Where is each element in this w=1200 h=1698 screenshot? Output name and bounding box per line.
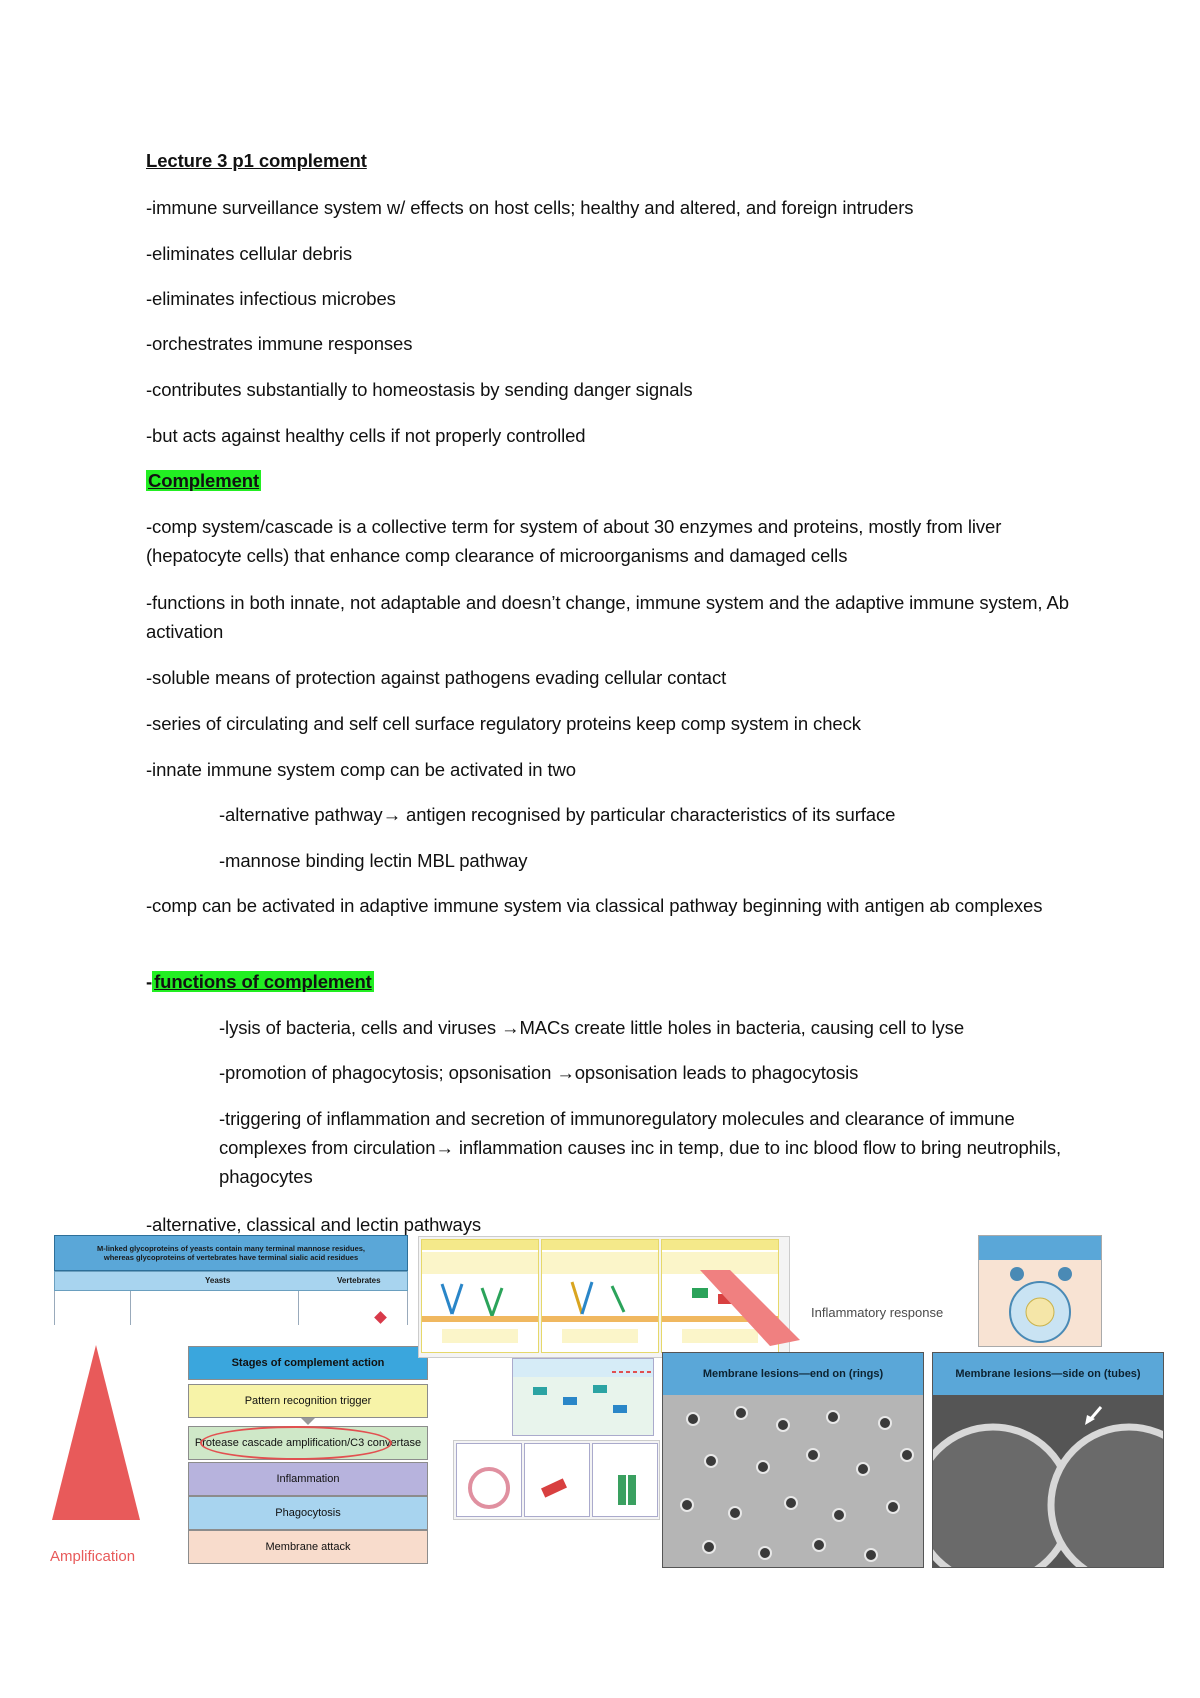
arrow-icon: → <box>501 1017 520 1038</box>
inflammatory-response-label: Inflammatory response <box>811 1305 944 1320</box>
complement-heading-text: Complement <box>148 470 260 491</box>
cell-illustration <box>979 1260 1101 1346</box>
pathway-column <box>421 1239 539 1353</box>
lecture-title: Lecture 3 p1 complement <box>146 150 367 171</box>
stage-title: Stages of complement action <box>188 1346 428 1380</box>
micrograph-rings <box>662 1352 924 1568</box>
membrane-illustration <box>532 1475 582 1511</box>
function-inflammation-detail: inflammation causes inc in temp, due to inc blood flow to bring neutrophils, phagocytes <box>219 1137 1062 1187</box>
stage-trigger: Pattern recognition trigger <box>188 1384 428 1418</box>
intro-line-6: -but acts against healthy cells if not properly controlled <box>146 425 586 446</box>
function-inflammation <box>219 1104 1079 1191</box>
intro-line-2: -eliminates cellular debris <box>146 243 353 264</box>
stage-protease-text: Protease cascade amplification/C3 convertase <box>194 1437 422 1449</box>
micrograph-tubes-title: Membrane lesions—side on (tubes) <box>933 1353 1163 1396</box>
functions-heading-prefix: - <box>146 971 153 992</box>
stage-inflammation: Inflammation <box>188 1462 428 1496</box>
stages-diagram <box>188 1346 428 1570</box>
molecule-illustration <box>422 1274 538 1324</box>
glycoprotein-table-header-text: M-linked glycoproteins of yeasts contain many terminal mannose residues, whereas glycoproteins of vertebrates have terminal sialic acid residues <box>97 1244 365 1262</box>
cascade-illustration <box>513 1377 653 1433</box>
glycoprotein-table-subheader <box>54 1271 408 1291</box>
complement-line-5: -innate immune system comp can be activated in two <box>146 759 576 780</box>
diamond-icon <box>374 1311 387 1324</box>
ring-lesions-illustration <box>663 1395 924 1568</box>
complement-line-4: -series of circulating and self cell surface regulatory proteins keep comp system in check <box>146 713 861 734</box>
function-lysis <box>219 1013 964 1042</box>
arrow-icon: → <box>382 804 401 825</box>
complement-line-3: -soluble means of protection against pathogens evading cellular contact <box>146 667 727 688</box>
table-divider <box>54 1291 55 1325</box>
arrow-icon: → <box>556 1062 575 1083</box>
function-phagocytosis-detail: opsonisation leads to phagocytosis <box>574 1062 859 1083</box>
functions-heading-text: functions of complement <box>154 971 372 992</box>
intro-line-3: -eliminates infectious microbes <box>146 288 396 309</box>
cell-diagram <box>978 1235 1102 1347</box>
molecule-illustration <box>542 1274 658 1324</box>
amplification-triangle <box>48 1335 158 1535</box>
table-divider <box>407 1291 408 1325</box>
ellipse-highlight <box>200 1426 392 1460</box>
micrograph-tubes <box>932 1352 1164 1568</box>
complement-line-1: -comp system/cascade is a collective term for system of about 30 enzymes and proteins, mostly from liver (hepatocyte cells) that enhance comp clearance of microorganisms and damaged cells <box>146 516 1002 566</box>
pore-illustration <box>600 1471 650 1511</box>
stage-phagocytosis: Phagocytosis <box>188 1496 428 1530</box>
effector-panels <box>453 1440 660 1520</box>
function-lysis-label: -lysis of bacteria, cells and viruses <box>219 1017 502 1038</box>
function-inflammation-label: -triggering of inflammation and secretion of immunoregulatory molecules and clearance of immune complexes from circulation <box>219 1108 1015 1158</box>
glycoprotein-col-yeasts: Yeasts <box>205 1276 231 1285</box>
pathway-mbl: -mannose binding lectin MBL pathway <box>219 850 528 871</box>
function-phagocytosis-label: -promotion of phagocytosis; opsonisation <box>219 1062 557 1083</box>
down-arrow-icon <box>301 1418 315 1425</box>
function-lysis-detail: MACs create little holes in bacteria, causing cell to lyse <box>519 1017 965 1038</box>
red-callout-arrow <box>690 1270 810 1350</box>
cell-ring-illustration <box>464 1465 514 1511</box>
stage-membrane: Membrane attack <box>188 1530 428 1564</box>
last-line: -alternative, classical and lectin pathways <box>146 1214 482 1235</box>
glycoprotein-table <box>54 1235 408 1325</box>
tube-lesions-illustration <box>933 1395 1164 1568</box>
table-divider <box>130 1291 131 1325</box>
intro-line-1: -immune surveillance system w/ effects on host cells; healthy and altered, and foreign intruders <box>146 197 914 218</box>
intro-line-4: -orchestrates immune responses <box>146 333 413 354</box>
intro-line-5: -contributes substantially to homeostasis by sending danger signals <box>146 379 693 400</box>
complement-heading <box>146 466 261 495</box>
complement-line-2: -functions in both innate, not adaptable and doesn’t change, immune system and the adaptive immune system, Ab activation <box>146 592 1069 642</box>
triangle-shape <box>52 1345 140 1520</box>
classical-pathway-line: -comp can be activated in adaptive immune system via classical pathway beginning with antigen ab complexes <box>146 895 1043 916</box>
pathway-alternative-label: -alternative pathway <box>219 804 383 825</box>
arrow-icon: → <box>435 1137 454 1158</box>
functions-heading <box>146 967 374 996</box>
micrograph-rings-title: Membrane lesions—end on (rings) <box>663 1353 923 1396</box>
red-dashes <box>612 1364 652 1380</box>
function-phagocytosis <box>219 1058 858 1087</box>
pathway-column <box>541 1239 659 1353</box>
table-divider <box>298 1291 299 1325</box>
glycoprotein-table-header <box>54 1235 408 1271</box>
pathway-alternative-detail: antigen recognised by particular characteristics of its surface <box>400 804 896 825</box>
glycoprotein-col-vertebrates: Vertebrates <box>337 1276 381 1285</box>
pathway-alternative <box>219 800 895 829</box>
amplification-label: Amplification <box>50 1548 136 1565</box>
